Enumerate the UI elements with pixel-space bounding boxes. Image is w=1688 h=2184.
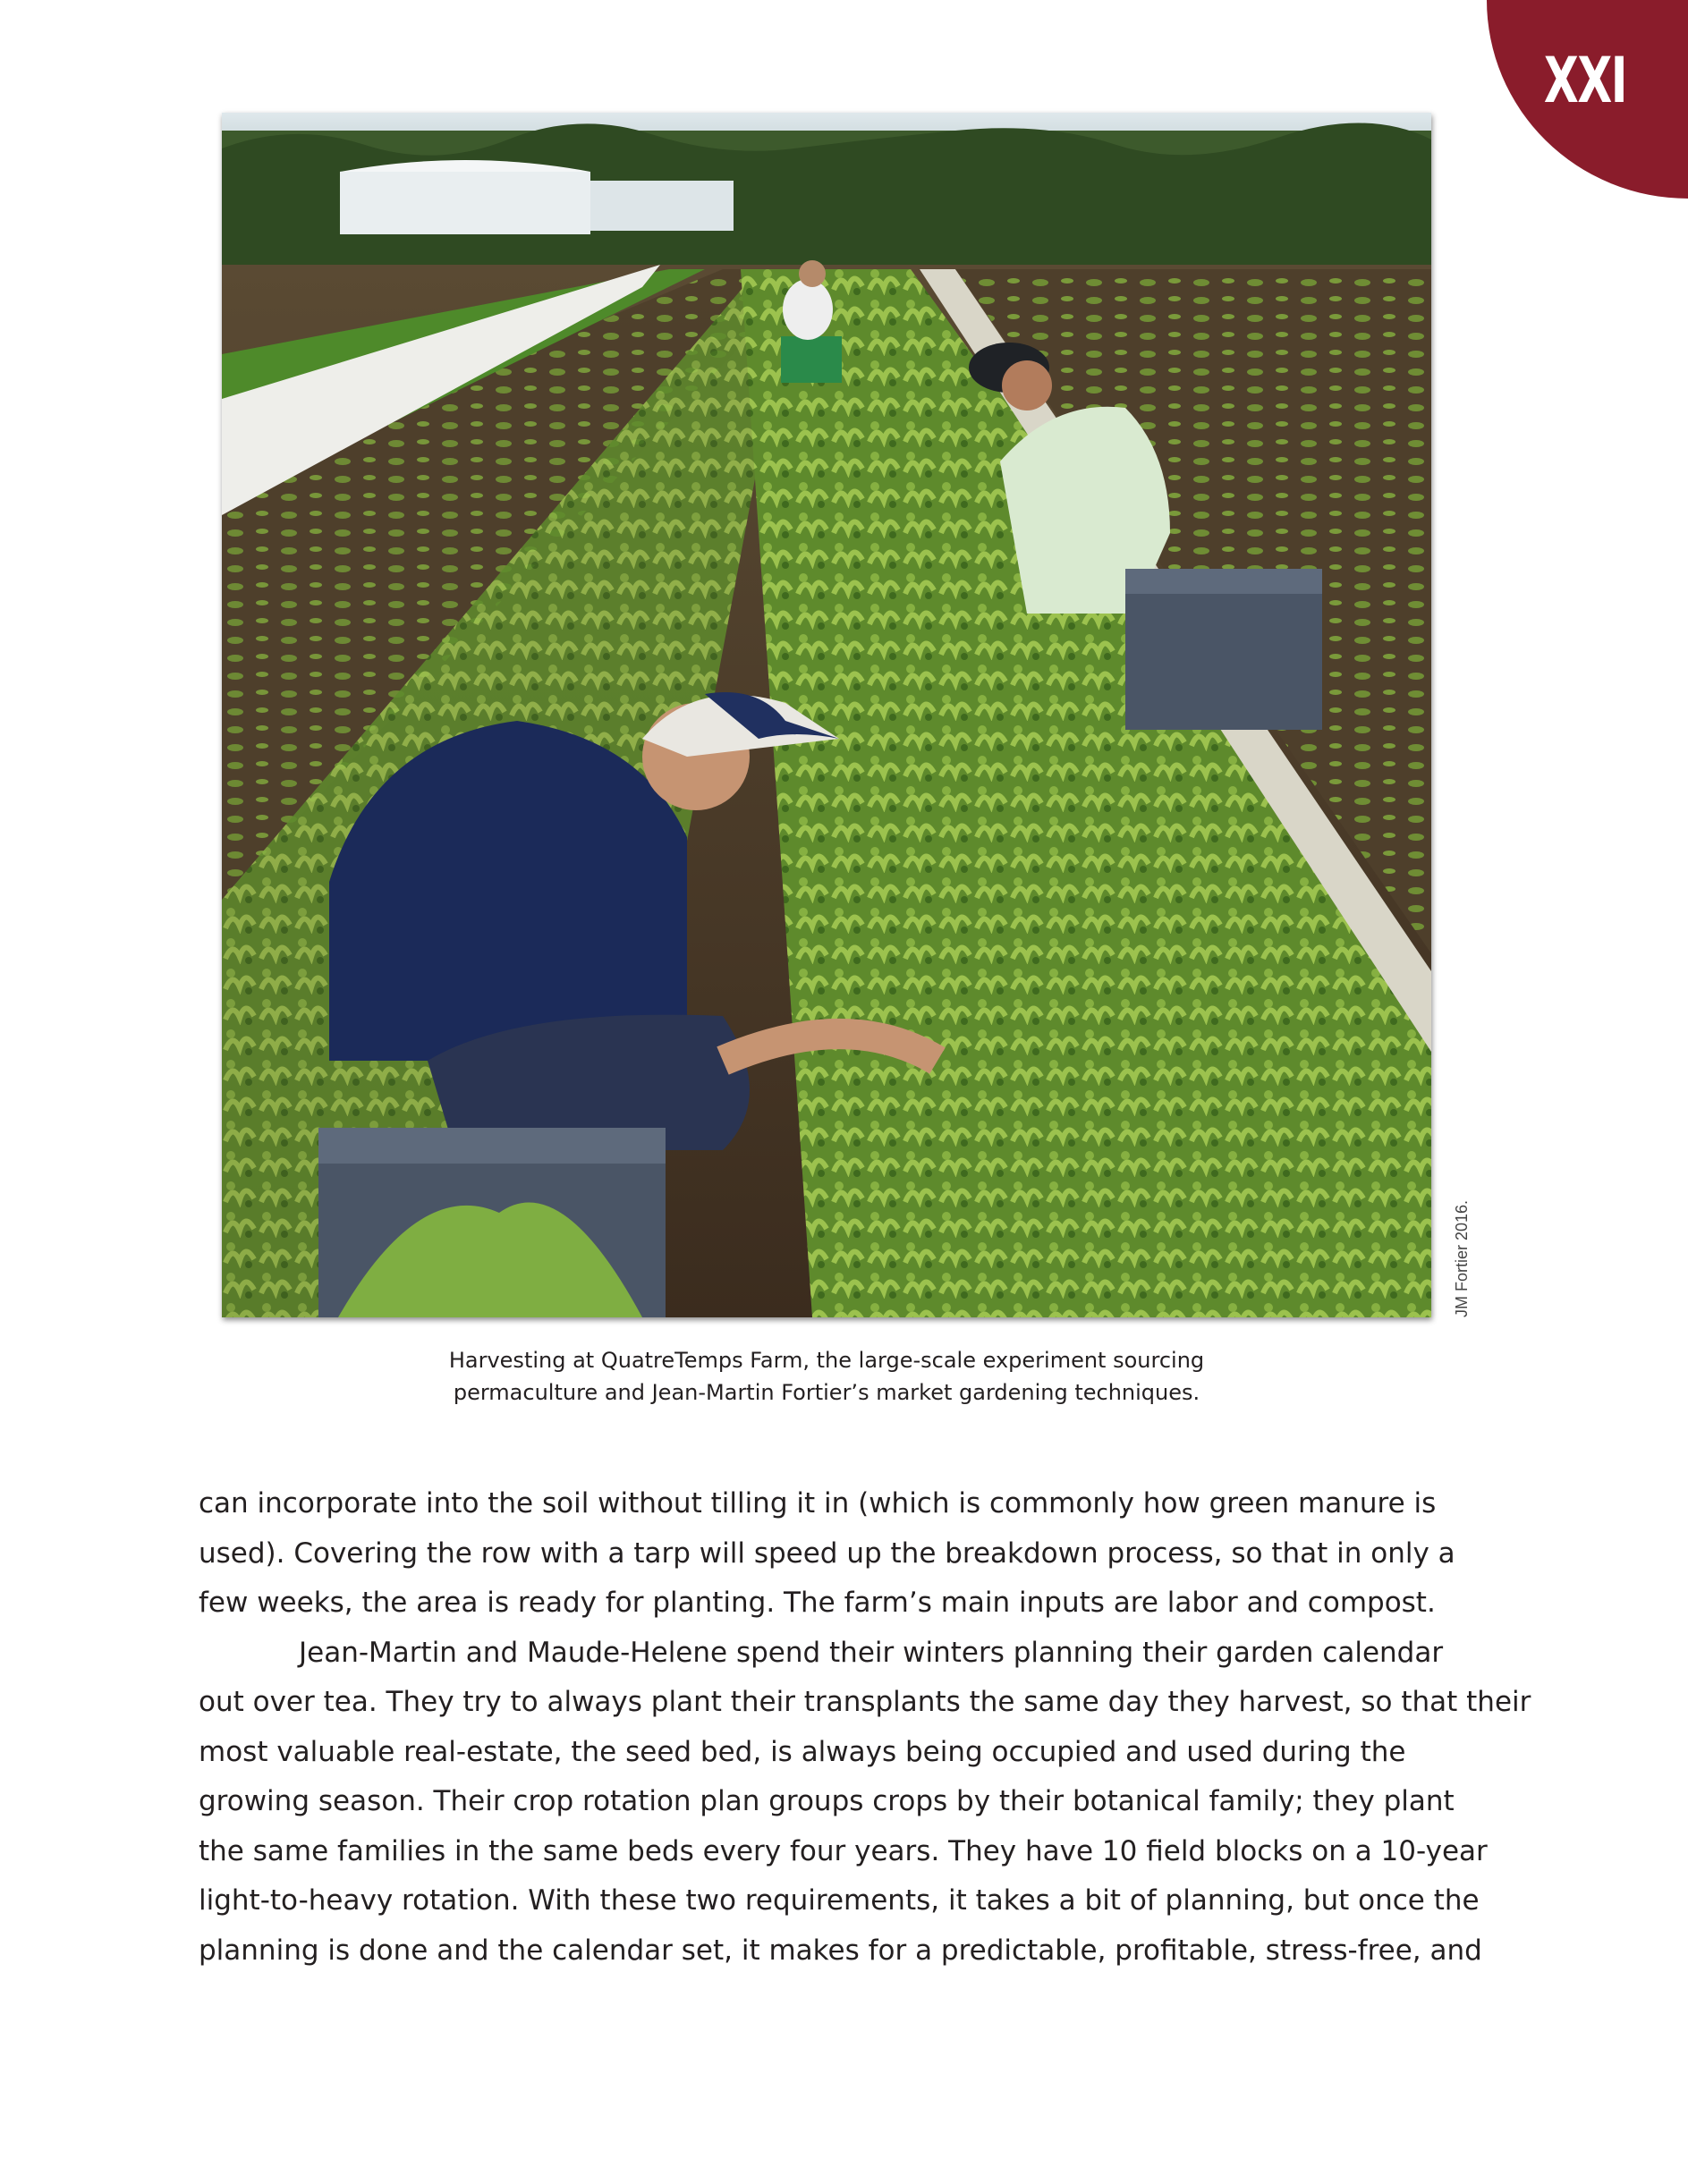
body-line: can incorporate into the soil without tilling it in (which is commonly how green manure is <box>199 1487 1437 1519</box>
photo-credit: JM Fortier 2016. <box>1453 1199 1471 1317</box>
body-line: Jean-Martin and Maude-Helene spend their winters planning their garden calendar <box>299 1636 1444 1669</box>
body-line: growing season. Their crop rotation plan groups crops by their botanical family; they plant <box>199 1785 1455 1817</box>
farm-photo-illustration <box>222 113 1431 1317</box>
body-line: the same families in the same beds every four years. They have 10 field blocks on a 10-year <box>199 1834 1488 1867</box>
page-number: XXI <box>1543 44 1627 117</box>
body-line: most valuable real-estate, the seed bed, is always being occupied and used during the <box>199 1735 1406 1768</box>
body-line: out over tea. They try to always plant their transplants the same day they harvest, so that their <box>199 1686 1531 1718</box>
body-paragraphs <box>199 1479 1531 1976</box>
body-line: light-to-heavy rotation. With these two requirements, it takes a bit of planning, but once the <box>199 1884 1480 1917</box>
farm-photo <box>222 113 1431 1317</box>
body-line: used). Covering the row with a tarp will speed up the breakdown process, so that in only a <box>199 1536 1455 1570</box>
chapter-tab <box>1487 0 1688 199</box>
body-line: planning is done and the calendar set, it makes for a predictable, profitable, stress-free, and <box>199 1934 1482 1967</box>
caption-line: Harvesting at QuatreTemps Farm, the large-scale experiment sourcing <box>448 1348 1205 1373</box>
body-line: few weeks, the area is ready for planting. The farm’s main inputs are labor and compost. <box>199 1587 1436 1619</box>
figure-caption <box>222 1344 1431 1409</box>
caption-line: permaculture and Jean-Martin Fortier’s market gardening techniques. <box>453 1380 1200 1405</box>
